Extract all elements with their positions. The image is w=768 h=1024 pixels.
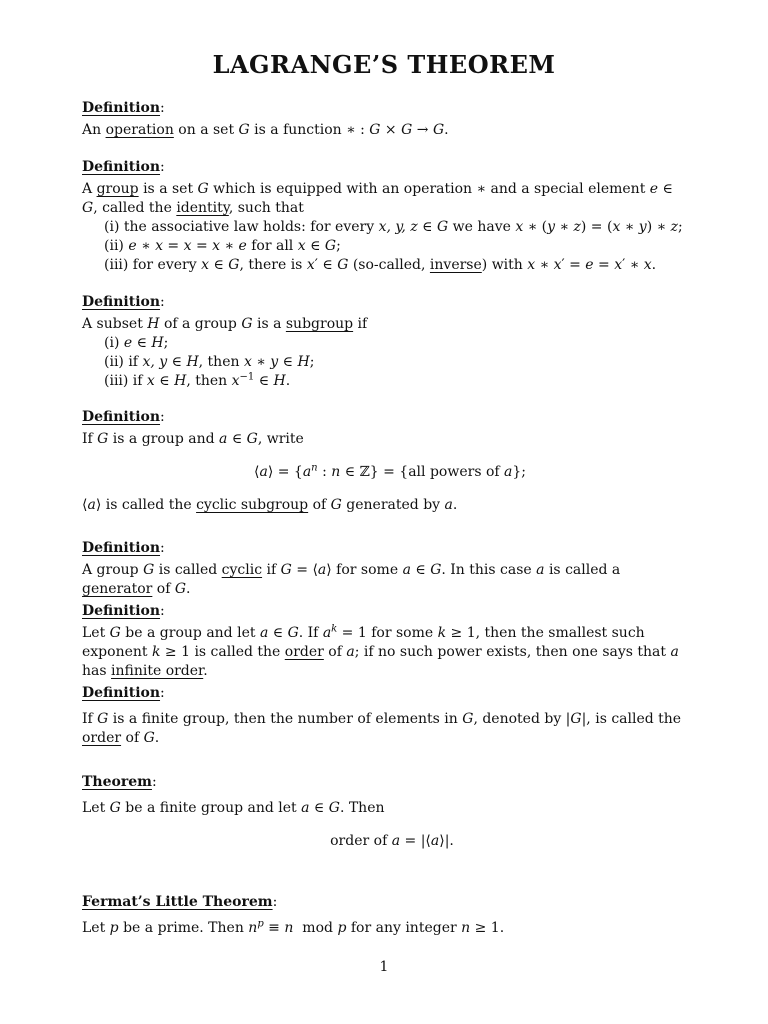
- paragraph: A group G is called cyclic if G = ⟨a⟩ for some a ∈ G. In this case a is called a generator of G.: [82, 562, 621, 597]
- term-cyclic: cyclic: [221, 562, 263, 578]
- term-inverse: inverse: [429, 257, 482, 273]
- display-equation: ⟨a⟩ = {$a^n$ : n ∈ ℤ} = {all powers of a};: [253, 462, 526, 480]
- paragraph: An operation on a set G is a function ∗ : G × G → G.: [82, 122, 449, 138]
- definition-cyclic-subgroup: Definition: If G is a group and a ∈ G, write ⟨a⟩ = {$a^n$ : n ∈ ℤ} = {all powers of a}; ⟨a⟩ is called the cyclic subgroup of G generated by a.: [82, 408, 688, 515]
- list-item: (i) the associative law holds: for every x, y, z ∈ G we have x ∗ (y ∗ z) = (x ∗ y) ∗ z;: [104, 219, 683, 235]
- definition-order-group: Definition: If G is a finite group, then the number of elements in G, denoted by |G|, is called the order of G.: [82, 684, 688, 748]
- paragraph: If G is a finite group, then the number of elements in G, denoted by |G|, is called the order of G.: [82, 711, 682, 746]
- section-heading: Definition: [82, 540, 161, 556]
- paragraph: If G is a group and a ∈ G, write: [82, 431, 304, 447]
- fermats-little-theorem: Fermat’s Little Theorem: Let p be a prime. Then $n^p \equiv n$ mod p for any integer n ≥ 1.: [82, 893, 688, 938]
- term-infinite-order: infinite order: [111, 663, 204, 679]
- list-item: (i) e ∈ H;: [104, 335, 169, 351]
- paragraph: ⟨a⟩ is called the cyclic subgroup of G generated by a.: [82, 497, 458, 513]
- section-heading: Definition: [82, 685, 161, 701]
- definition-group: Definition: A group is a set G which is equipped with an operation ∗ and a special element e ∈ G, called the identity, such that (i) the associative law holds: for every x, y, z ∈ G we have x ∗ (y ∗ z) = (x ∗ y) ∗ z; (ii) e ∗ x = x = x ∗ e for all x ∈ G; (iii) for every x ∈ G, there is x′ ∈ G (so-called, inverse) with x ∗ x′ = e = x′ ∗ x.: [82, 158, 688, 275]
- definition-subgroup: Definition: A subset H of a group G is a subgroup if (i) e ∈ H; (ii) if x, y ∈ H, then x ∗ y ∈ H; (iii) if x ∈ H, then $x^{-1}$ ∈ H.: [82, 293, 688, 391]
- section-heading: Theorem: [82, 774, 152, 790]
- definition-cyclic: Definition: A group G is called cyclic if G = ⟨a⟩ for some a ∈ G. In this case a is called a generator of G.: [82, 539, 688, 599]
- term-order: order: [82, 730, 122, 746]
- page-number: 1: [379, 959, 389, 975]
- section-heading: Definition: [82, 100, 161, 116]
- list-item: (iii) if x ∈ H, then $x^{-1}$ ∈ H.: [104, 371, 291, 389]
- list-item: (iii) for every x ∈ G, there is x′ ∈ G (so-called, inverse) with x ∗ x′ = e = x′ ∗ x.: [104, 257, 657, 273]
- list-item: (ii) if x, y ∈ H, then x ∗ y ∈ H;: [104, 354, 315, 370]
- list-item: (ii) e ∗ x = x = x ∗ e for all x ∈ G;: [104, 238, 341, 254]
- paragraph: Let p be a prime. Then $n^p \equiv n$ mod p for any integer n ≥ 1.: [82, 918, 505, 936]
- term-cyclic-subgroup: cyclic subgroup: [196, 497, 309, 513]
- term-group: group: [96, 181, 139, 197]
- page-title: LAGRANGE’S THEOREM: [212, 50, 556, 79]
- definition-order-element: Definition: Let G be a group and let a ∈ G. If $a^k = 1$ for some k ≥ 1, then the smallest such exponent k ≥ 1 is called the order of a; if no such power exists, then one says that a has infinite order.: [82, 602, 688, 681]
- paragraph: Let G be a finite group and let a ∈ G. Then: [82, 800, 385, 816]
- paragraph: A group is a set G which is equipped with an operation ∗ and a special element e ∈ G, called the identity, such that: [82, 181, 673, 216]
- section-heading: Definition: [82, 294, 161, 310]
- section-heading: Fermat’s Little Theorem: [82, 894, 273, 910]
- paragraph: Let G be a group and let a ∈ G. If $a^k = 1$ for some k ≥ 1, then the smallest such exponent k ≥ 1 is called the order of a; if no such power exists, then one says that a has infinite order.: [82, 623, 679, 679]
- section-heading: Definition: [82, 159, 161, 175]
- theorem: Theorem: Let G be a finite group and let a ∈ G. Then order of a = |⟨a⟩|.: [82, 773, 688, 851]
- term-order: order: [284, 644, 324, 660]
- section-heading: Definition: [82, 603, 161, 619]
- paragraph: A subset H of a group G is a subgroup if: [82, 316, 368, 332]
- section-heading: Definition: [82, 409, 161, 425]
- term-identity: identity: [176, 200, 229, 216]
- display-equation: order of a = |⟨a⟩|.: [330, 833, 454, 849]
- term-subgroup: subgroup: [285, 316, 354, 332]
- term-operation: operation: [105, 122, 174, 138]
- term-generator: generator: [82, 581, 153, 597]
- definition-operation: Definition: An operation on a set G is a function ∗ : G × G → G.: [82, 99, 688, 140]
